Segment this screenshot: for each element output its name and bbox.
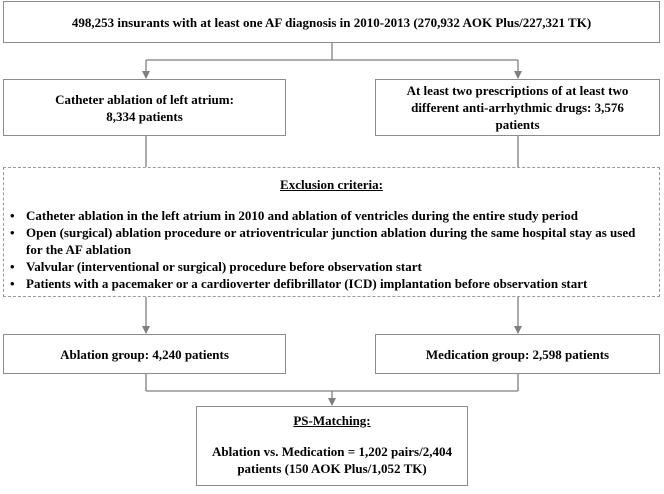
medication-group-text: Medication group: 2,598 patients <box>425 346 610 362</box>
exclusion-title: Exclusion criteria: <box>280 177 383 192</box>
medication-cohort-line2: different anti-arrhythmic drugs: 3,576 <box>411 100 624 115</box>
exclusion-item: • Valvular (interventional or surgical) procedure before observation start <box>4 258 659 275</box>
cohort-box <box>3 1 660 43</box>
ps-matching-box <box>196 406 468 486</box>
ps-matching-line2: patients (150 AOK Plus/1,052 TK) <box>237 461 427 476</box>
cohort-text: 498,253 insurants with at least one AF diagnosis in 2010-2013 (270,932 AOK Plus/227,321 TK) <box>71 14 592 30</box>
ablation-cohort-line2: 8,334 patients <box>106 108 183 124</box>
ablation-group-text: Ablation group: 4,240 patients <box>60 346 229 362</box>
ps-matching-title: PS-Matching: <box>293 413 371 428</box>
exclusion-item: • Catheter ablation in the left atrium in 2010 and ablation of ventricles during the entire study period <box>4 207 659 224</box>
ps-matching-line1: Ablation vs. Medication = 1,202 pairs/2,404 <box>212 444 452 459</box>
exclusion-list <box>4 207 659 292</box>
medication-cohort-line3: patients <box>495 117 540 132</box>
ablation-cohort-line1: Catheter ablation of left atrium: <box>55 91 234 107</box>
ablation-cohort-box <box>3 79 286 136</box>
exclusion-item: • Patients with a pacemaker or a cardioverter defibrillator (ICD) implantation before observation start <box>4 275 659 292</box>
ablation-group-box <box>3 334 286 374</box>
medication-cohort-line1: At least two prescriptions of at least two <box>406 83 629 98</box>
medication-group-box <box>375 334 660 374</box>
exclusion-criteria-box <box>3 167 660 297</box>
medication-cohort-box <box>375 79 660 136</box>
exclusion-item: • Open (surgical) ablation procedure or atrioventricular junction ablation during the same hospital stay as used for the AF ablation <box>4 224 659 258</box>
